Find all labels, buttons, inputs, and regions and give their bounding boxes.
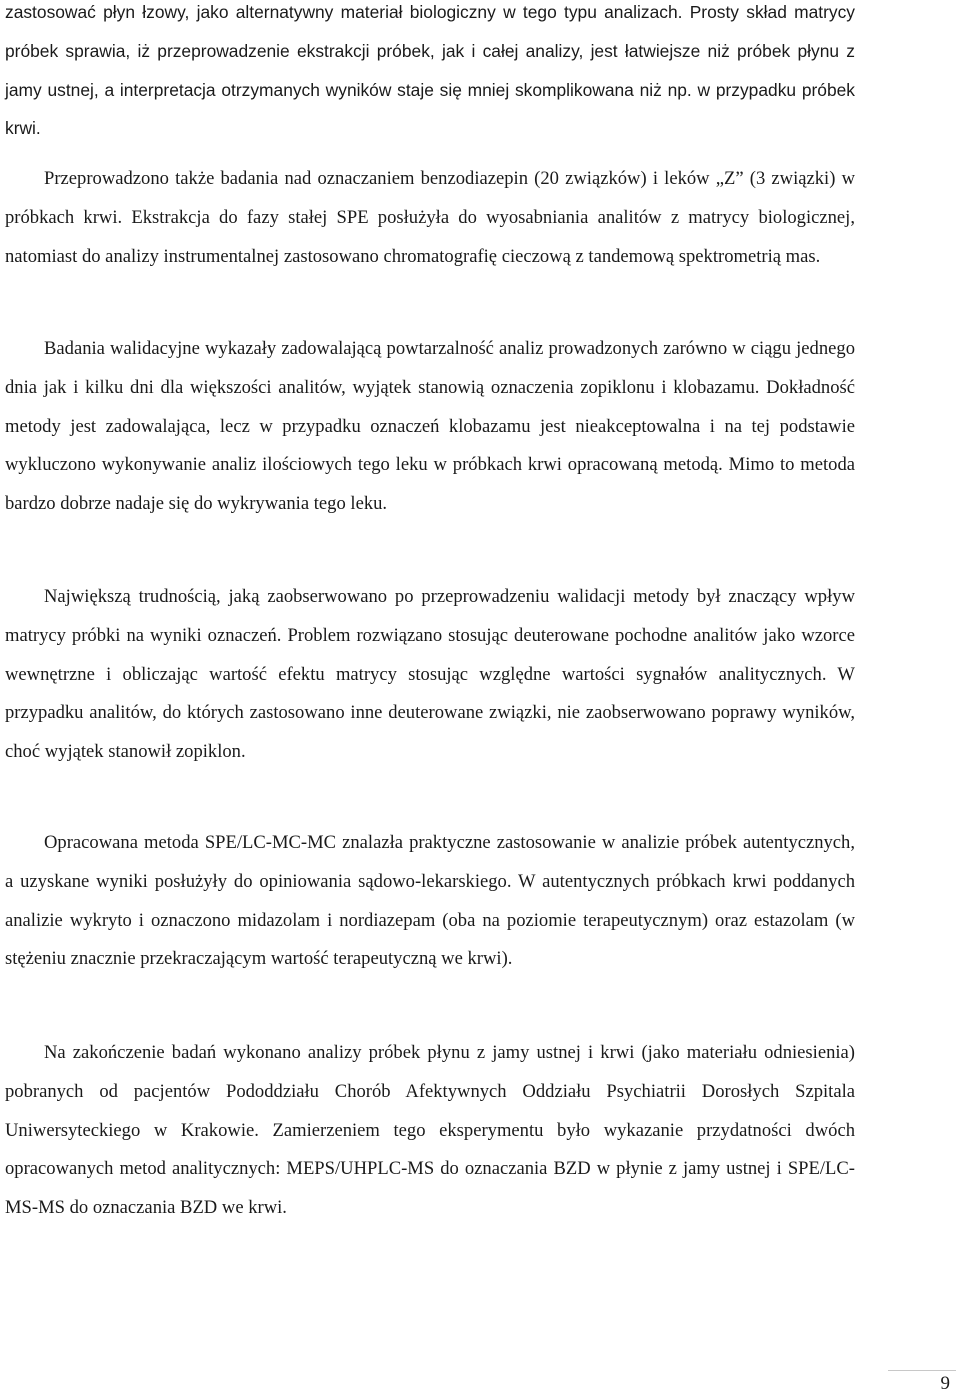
paragraph-tear-fluid-conclusion: zastosować płyn łzowy, jako alternatywny materiał biologiczny w tego typu analizach. Prosty skład matrycy próbek sprawia, iż przeprowadzenie ekstrakcji próbek, jak i całej analizy, jest łatwiejsze niż próbek płynu z jamy ustnej, a interpretacja otrzymanych wyników staje się mniej skomplikowana niż np. w przypadku próbek krwi.	[5, 2, 855, 139]
paragraph-authentic-samples: Opracowana metoda SPE/LC-MC-MC znalazła praktyczne zastosowanie w analizie próbek autentycznych, a uzyskane wyniki posłużyły do opiniowania sądowo-lekarskiego. W autentycznych próbkach krwi poddanych analizie wykryto i oznaczono midazolam i nordiazepam (oba na poziomie terapeutycznym) oraz estazolam (w stężeniu znacznie przekraczającym wartość terapeutyczną we krwi).	[5, 832, 855, 970]
page-number-divider	[888, 1370, 956, 1371]
paragraph-patient-study: Na zakończenie badań wykonano analizy próbek płynu z jamy ustnej i krwi (jako materiału odniesienia) pobranych od pacjentów Pododdziału Chorób Afektywnych Oddziału Psychiatrii Dorosłych Szpitala Uniwersyteckiego w Krakowie. Zamierzeniem tego eksperymentu było wykazanie przydatności dwóch opracowanych metod analitycznych: MEPS/UHPLC-MS do oznaczania BZD w płynie z jamy ustnej i SPE/LC-MS-MS do oznaczania BZD we krwi.	[5, 1042, 855, 1219]
paragraph-blood-benzodiazepines: Przeprowadzono także badania nad oznaczaniem benzodiazepin (20 związków) i leków „Z” (3 związki) w próbkach krwi. Ekstrakcja do fazy stałej SPE posłużyła do wyosabniania analitów z matrycy biologicznej, natomiast do analizy instrumentalnej zastosowano chromatografię cieczową z tandemową spektrometrią mas.	[5, 168, 855, 267]
paragraph-matrix-effect: Największą trudnością, jaką zaobserwowano po przeprowadzeniu walidacji metody był znaczący wpływ matrycy próbki na wyniki oznaczeń. Problem rozwiązano stosując deuterowane pochodne analitów jako wzorce wewnętrzne i obliczając wartość efektu matrycy stosując względne wartości sygnałów analitycznych. W przypadku analitów, do których zastosowano inne deuterowane związki, nie zaobserwowano poprawy wyników, choć wyjątek stanowił zopiklon.	[5, 586, 855, 763]
page-number: 9	[940, 1373, 950, 1394]
paragraph-validation-results: Badania walidacyjne wykazały zadowalającą powtarzalność analiz prowadzonych zarówno w ciągu jednego dnia jak i kilku dni dla większości analitów, wyjątek stanowią oznaczenia zopiklonu i klobazamu. Dokładność metody jest zadowalająca, lecz w przypadku oznaczeń klobazamu jest nieakceptowalna i na tej podstawie wykluczono wykonywanie analiz ilościowych tego leku w próbkach krwi opracowaną metodą. Mimo to metoda bardzo dobrze nadaje się do wykrywania tego leku.	[5, 338, 855, 515]
